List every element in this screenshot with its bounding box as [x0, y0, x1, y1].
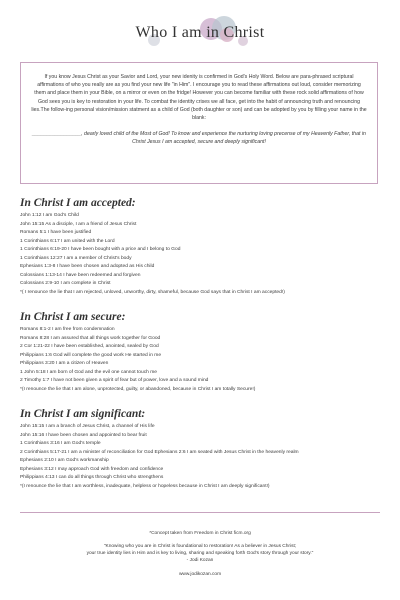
verse-line: John 1:12 I am God's Child	[20, 213, 79, 218]
verse-line: 1 Corinthians 6:19-20 I have been bought with a price and I belong to God	[20, 247, 181, 252]
header	[0, 0, 400, 54]
page-title: Who I am in Christ	[135, 24, 265, 41]
section-title: In Christ I am significant:	[20, 408, 146, 420]
verse-line: 2 Corinthians 5:17-21 I am a minister of reconciliation for God Ephesians 2:6 I am seated with Jesus Christ in the heavenly realm	[20, 449, 299, 455]
section-title: In Christ I am accepted:	[20, 197, 136, 209]
verse-line: Colossians 2:9-10 I am complete in Christ	[20, 281, 111, 286]
footer	[20, 530, 380, 578]
divider	[20, 512, 380, 513]
renounce-line: *(I renounce the lie that I am worthless, inadequate, helpless or hopeless because in Christ I am deeply significant!)	[20, 483, 270, 489]
renounce-line: *( I renounce the lie that I am rejected, unloved, unworthy, dirty, shameful, because God says that in Christ I am accepted!)	[20, 289, 285, 295]
verse-line: Romans 5:1 I have been justified	[20, 230, 92, 235]
section-title: In Christ I am secure:	[20, 311, 126, 323]
section-accepted	[20, 197, 390, 297]
verse-line: 1 Corinthians 3:16 I am God's temple	[20, 441, 101, 446]
intro-box	[20, 62, 378, 184]
verse-line: Philippians 4:13 I can do all things through Christ who strengthens	[20, 475, 164, 480]
intro-paragraph: If you know Jesus Christ as your Savior and Lord, your new idenity is confirmed in God's Holy Word. Below are para-phrased scriptural affirmations of who you really are as you find your new life "in Him". I encourage you to read these affirmations out loud, consider memorizing them and place them in your Bible, on a mirror or even on the fridge! However you can become familiar with these rock solid affirmations of how God sees you is key to restoration in your life. To combat the identity crises we all face, get into the habit of announcing truth and renouncing lies.The follow-ing personal vision/mission statment as a child of God (both daughter or son) and can be adopted by you by filling your name in the blank:	[31, 74, 367, 122]
verse-line: 1 Corinthians 12:27 I am a member of Christ's body	[20, 255, 132, 261]
verse-line: Romans 8:28 I am assured that all things work together for Good	[20, 335, 161, 341]
verse-line: 1 Corinthians 6:17 I am united with the Lord	[20, 238, 115, 244]
renounce-line: *(I renounce the lie that I am alone, unprotected, guilty, or abandoned, because in Christ I am totally Secure!)	[20, 386, 256, 392]
credit-line: *Concept taken from Freedom in Christ ficm.org	[149, 531, 251, 536]
section-secure	[20, 311, 390, 394]
verse-line: Ephesians 2:10 I am God's workmanship	[20, 458, 109, 463]
verse-line: 2 Timothy 1:7 I have not been given a spirit of fear but of power, love and a sound mind	[20, 378, 209, 383]
quote-line: your true identity lies in Him and is key to living, sharing and speaking forth God's story through your story."	[86, 551, 314, 556]
verse-line: Ephesians 3:12 I may approach God with freedom and confidence	[20, 466, 164, 472]
verse-line: John 15:16 I have been chosen and appointed to bear fruit	[20, 432, 147, 438]
section-significant	[20, 408, 390, 491]
verse-line: Ephesians 1:3-8 I have been chosen and adopted as His child	[20, 264, 155, 269]
verse-line: Romans 8:1-2 I am free from condemnation	[20, 327, 115, 332]
verse-line: Philippians 3:20 I am a citizen of Heaven	[20, 361, 109, 366]
quote-line: "Knowing who you are in Christ is foundational to restoration! As a believer in Jesus Christ;	[103, 544, 297, 549]
verse-line: 1 John 5:18 I am born of God and the evil one cannot touch me	[20, 369, 158, 375]
verse-line: Philippians 1:6 God will complete the good work He started in me	[20, 352, 162, 358]
verse-line: 2 Cor 1:21-22 I have been established, anointed, sealed by God	[20, 344, 159, 349]
website-link[interactable]: www.jodikozan.com	[178, 572, 222, 577]
verse-line: Colossians 1:13-14 I have been redeemed and forgiven	[20, 272, 141, 278]
verse-line: John 15:15 As a disciple, I am a friend of Jesus Christ	[20, 221, 137, 227]
verse-line: John 15:15 I am a branch of Jesus Christ, a channel of His life	[20, 424, 155, 429]
quote-author: - Jodi Kozan	[186, 558, 214, 563]
identity-pledge: _________________, dearly loved child of the Most of God! To know and experience the nurturing loving precense of my Heavenly Father, that in Christ Jesus I am accepted, secure and deeply significant!	[32, 131, 366, 146]
